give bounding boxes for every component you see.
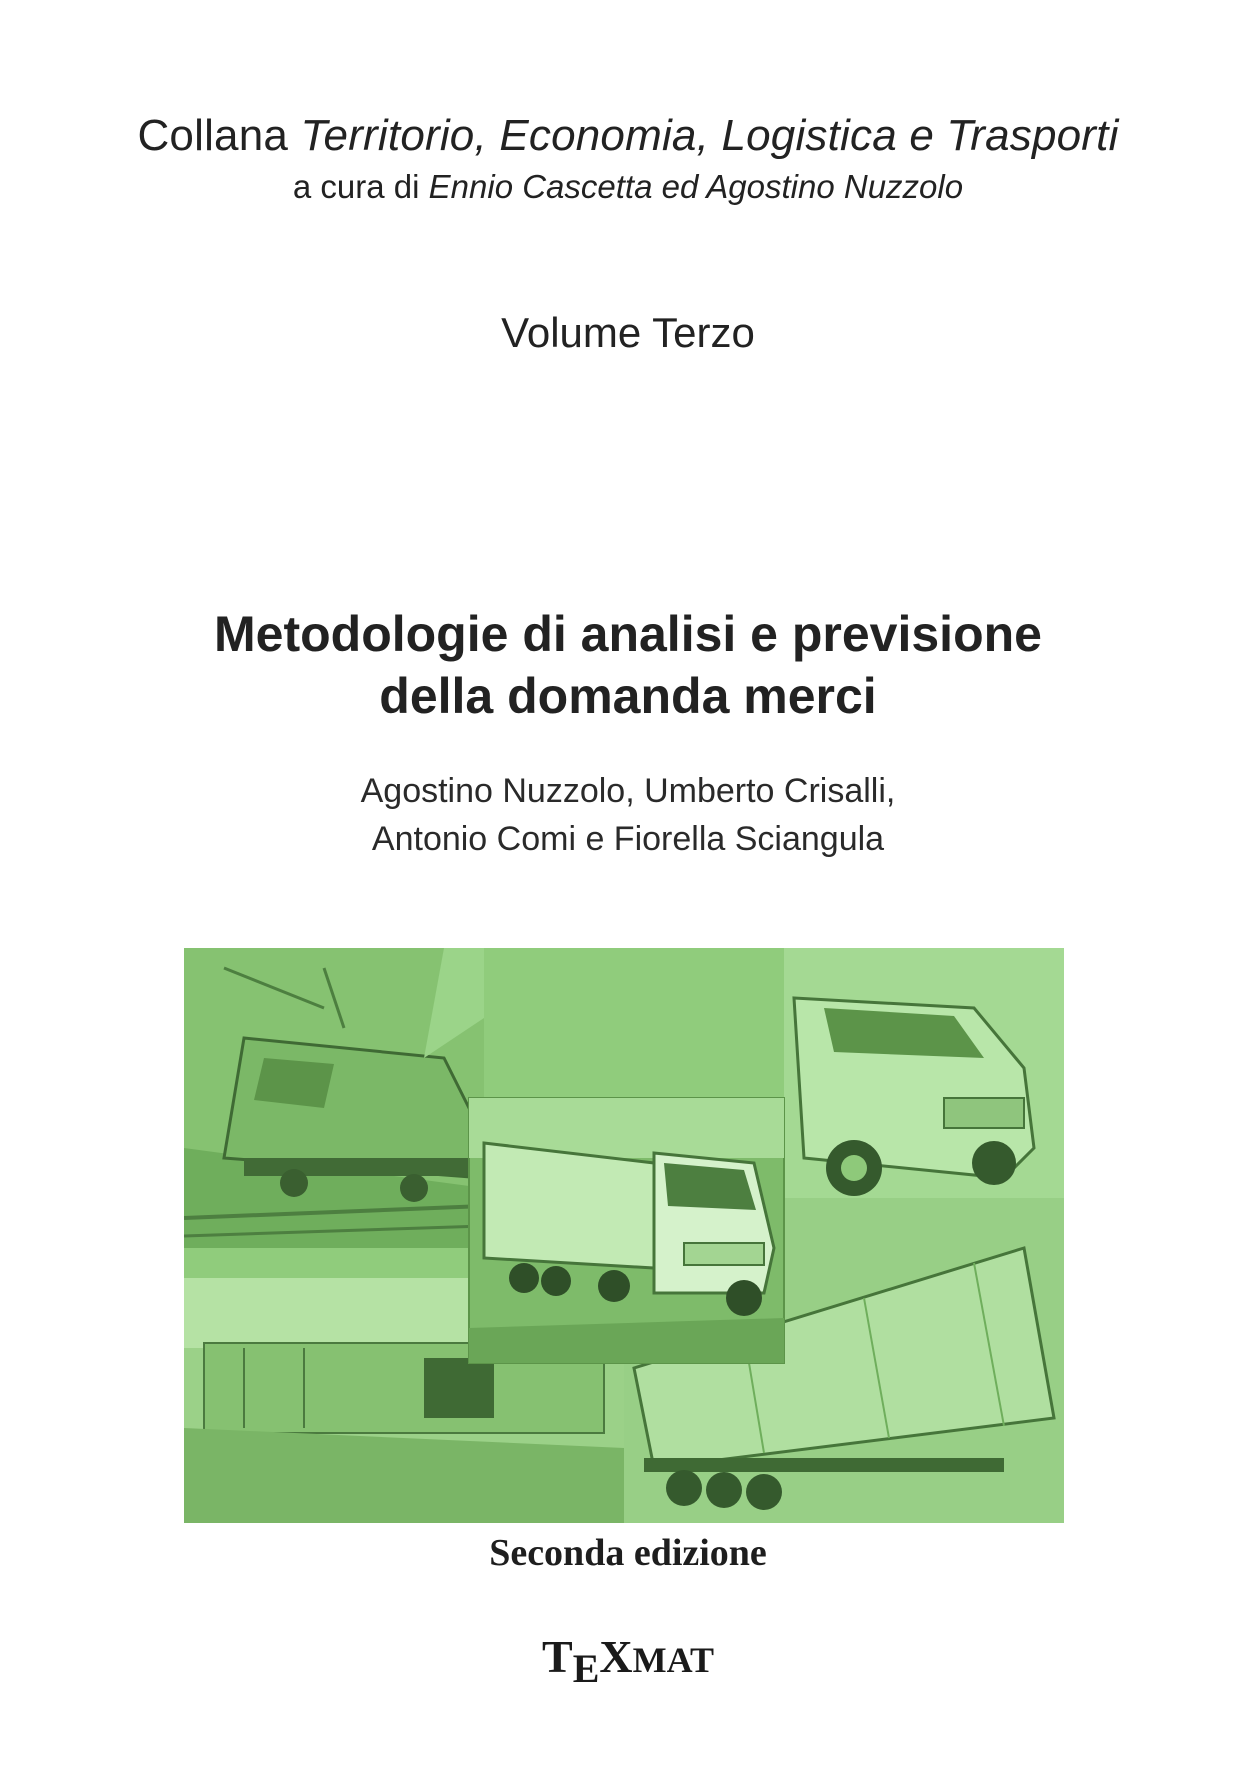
publisher-logo-e: E [572,1646,600,1691]
van-photo [784,948,1064,1208]
book-authors [0,767,1256,863]
series-prefix: Collana [137,111,301,160]
publisher-logo-x: X [599,1631,633,1682]
authors-line-1: Agostino Nuzzolo, Umberto Crisalli, [360,772,896,810]
cover-image [184,948,1064,1523]
book-title-line-1: Metodologie di analisi e previsione [214,606,1042,662]
book-title [0,603,1256,727]
series-name: Territorio, Economia, Logistica e Trasporti [300,111,1119,160]
edition-label: Seconda edizione [489,1532,767,1574]
volume-label: Volume Terzo [501,309,755,356]
authors-line-2: Antonio Comi e Fiorella Sciangula [371,820,885,858]
locomotive-photo [184,948,484,1248]
series-editors [0,166,1256,208]
book-title-line-2: della domanda merci [379,668,877,724]
publisher-logo [0,1630,1256,1691]
truck-photo [469,1098,784,1363]
series-editors-names: Ennio Cascetta ed Agostino Nuzzolo [428,168,964,205]
publisher-logo-t: T [542,1631,573,1682]
series-editors-prefix: a cura di [292,168,429,205]
publisher-logo-mat: MAT [632,1640,714,1680]
series-title [0,108,1256,164]
